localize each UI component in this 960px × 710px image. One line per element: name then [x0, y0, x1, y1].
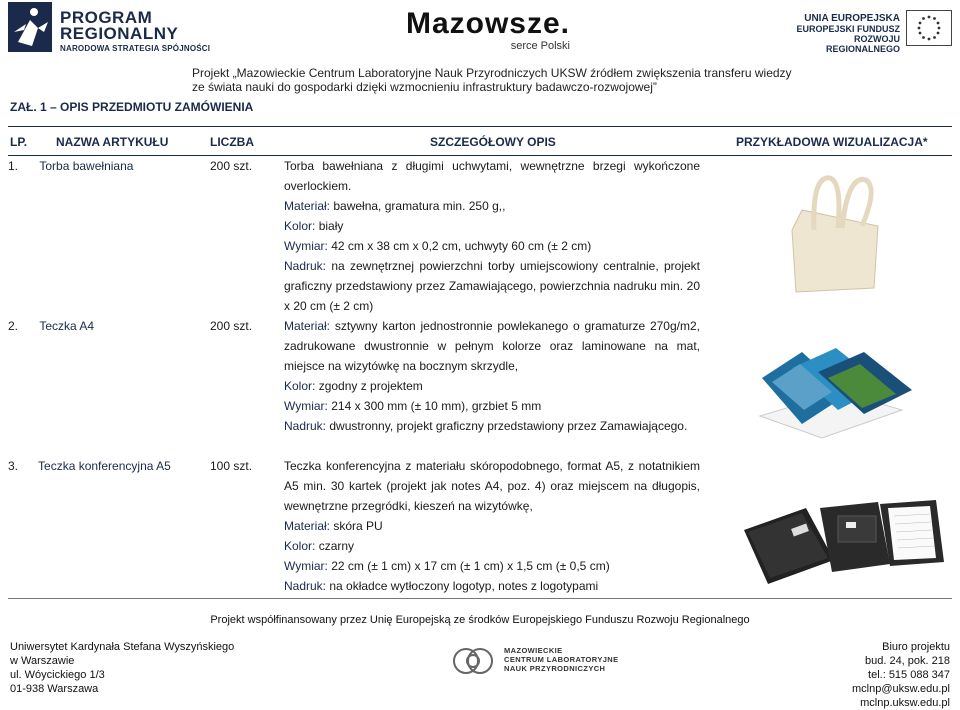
- office-phone: tel.: 515 088 347: [868, 669, 950, 681]
- table-header: [8, 126, 952, 156]
- row-name: Teczka A4: [39, 319, 95, 333]
- material-label: Materiał:: [284, 319, 331, 333]
- row-number-name: [8, 316, 208, 336]
- color-label: Kolor:: [284, 539, 316, 553]
- attachment-title: ZAŁ. 1 – OPIS PRZEDMIOTU ZAMÓWIENIA: [10, 100, 254, 114]
- size-label: Wymiar:: [284, 559, 328, 573]
- row-desc: [284, 156, 700, 316]
- row-qty: 100 szt.: [210, 459, 253, 473]
- address-line: w Warszawie: [10, 655, 75, 667]
- footer-divider: [8, 598, 952, 599]
- size-label: Wymiar:: [284, 239, 328, 253]
- row-desc-intro: Torba bawełniana z długimi uchwytami, wewnętrzne brzegi wykończone overlockiem.: [284, 159, 700, 193]
- color-value: biały: [315, 219, 344, 233]
- program-logo-line1: PROGRAM: [60, 8, 153, 27]
- project-title-line1: Projekt „Mazowieckie Centrum Laboratoryjne Nauk Przyrodniczych UKSW źródłem zwiększenia transferu wiedzy: [192, 66, 792, 80]
- material-value: sztywny karton jednostronnie powlekanego o gramaturze 270g/m2, zadrukowane dwustronnie w pełnym kolorze oraz laminowane na mat, miejsce na wizytówkę na bocznym skrzydle,: [284, 319, 700, 373]
- size-value: 214 x 300 mm (± 10 mm), grzbiet 5 mm: [327, 399, 542, 413]
- mclnp-logo: [452, 640, 652, 684]
- row-desc-intro: Teczka konferencyjna z materiału skóropodobnego, format A5, z notatnikiem A5 min. 30 kartek (projekt jak notes A4, poz. 4) oraz miejscem na długopis, wewnętrzne przegródki, kieszeń na wizytówkę,: [284, 459, 700, 513]
- mazowsze-logo: [388, 8, 588, 54]
- mclnp-logo-line: NAUK PRZYRODNICZYCH: [504, 664, 606, 673]
- size-value: 22 cm (± 1 cm) x 17 cm (± 1 cm) x 1,5 cm (± 0,5 cm): [327, 559, 610, 573]
- print-value: na okładce wytłoczony logotyp, notes z logotypami: [326, 579, 599, 593]
- mazowsze-logo-sub: serce Polski: [510, 40, 570, 52]
- program-regionalny-logo: [8, 2, 211, 54]
- office-room: bud. 24, pok. 218: [864, 655, 950, 667]
- header-name: NAZWA ARTYKUŁU: [56, 135, 169, 149]
- header-desc: SZCZEGÓŁOWY OPIS: [430, 135, 556, 149]
- size-value: 42 cm x 38 cm x 0,2 cm, uchwyty 60 cm (± 2 cm): [327, 239, 592, 253]
- eu-logo-line1: UNIA EUROPEJSKA: [804, 13, 900, 24]
- cofinancing-note: Projekt współfinansowany przez Unię Europejską ze środków Europejskiego Funduszu Rozwoju Regionalnego: [210, 614, 750, 626]
- print-value: na zewnętrznej powierzchni torby umiejscowiony centralnie, projekt graficzny przedstawiony przez Zamawiającego, powierzchnia nadruku min. 20 x 20 cm (± 2 cm): [284, 259, 700, 313]
- row-number-name: [8, 456, 188, 476]
- color-value: zgodny z projektem: [315, 379, 423, 393]
- a4-folder-image: [752, 338, 922, 446]
- eu-flag-icon: [906, 10, 952, 46]
- mclnp-logo-line: MAZOWIECKIE: [504, 646, 563, 655]
- material-value: skóra PU: [330, 519, 383, 533]
- project-title-line2: ze świata nauki do gospodarki dzięki wzmocnieniu infrastruktury badawczo-rozwojowej”: [192, 80, 657, 94]
- material-label: Materiał:: [284, 519, 331, 533]
- eu-logo-line2: EUROPEJSKI FUNDUSZ: [796, 24, 900, 34]
- size-label: Wymiar:: [284, 399, 328, 413]
- header-lp: LP.: [10, 135, 28, 149]
- project-title: [192, 66, 932, 94]
- conference-folder-image: [740, 486, 952, 590]
- header-viz: PRZYKŁADOWA WIZUALIZACJA*: [736, 135, 928, 149]
- material-value: bawełna, gramatura min. 250 g,,: [330, 199, 506, 213]
- project-office: [852, 640, 950, 710]
- print-label: Nadruk:: [284, 259, 327, 273]
- row-qty: 200 szt.: [210, 319, 253, 333]
- address-line: Uniwersytet Kardynała Stefana Wyszyńskiego: [10, 641, 235, 653]
- eu-logo-line3: ROZWOJU REGIONALNEGO: [825, 34, 900, 54]
- print-label: Nadruk:: [284, 579, 327, 593]
- print-label: Nadruk:: [284, 419, 327, 433]
- row-number: 2.: [8, 319, 19, 333]
- row-name: Torba bawełniana: [39, 159, 134, 173]
- row-number: 1.: [8, 159, 19, 173]
- color-value: czarny: [315, 539, 355, 553]
- address-line: ul. Wóycickiego 1/3: [10, 669, 105, 681]
- color-label: Kolor:: [284, 379, 316, 393]
- office-website-link[interactable]: mclnp.uksw.edu.pl: [860, 697, 950, 709]
- university-address: [10, 640, 234, 696]
- header-qty: LICZBA: [210, 135, 254, 149]
- program-logo-line2: REGIONALNY: [60, 24, 179, 43]
- mclnp-logo-line: CENTRUM LABORATORYJNE: [504, 655, 619, 664]
- material-label: Materiał:: [284, 199, 331, 213]
- row-number-name: [8, 156, 208, 176]
- color-label: Kolor:: [284, 219, 316, 233]
- row-desc: [284, 316, 700, 436]
- office-email-link[interactable]: mclnp@uksw.edu.pl: [852, 683, 950, 695]
- print-value: dwustronny, projekt graficzny przedstawiony przez Zamawiającego.: [326, 419, 688, 433]
- mclnp-logo-icon: [452, 644, 496, 678]
- row-name: Teczka konferencyjna A5: [38, 459, 171, 473]
- program-regionalny-emblem-icon: [8, 2, 52, 52]
- cotton-bag-image: [782, 170, 892, 300]
- eu-logo: [790, 10, 950, 54]
- program-logo-sub: NARODOWA STRATEGIA SPÓJNOŚCI: [60, 44, 211, 53]
- address-line: 01-938 Warszawa: [10, 683, 99, 695]
- row-desc: [284, 456, 700, 596]
- mazowsze-logo-word: Mazowsze.: [405, 7, 571, 40]
- office-title: Biuro projektu: [882, 641, 950, 653]
- row-number: 3.: [8, 459, 19, 473]
- row-qty: 200 szt.: [210, 159, 253, 173]
